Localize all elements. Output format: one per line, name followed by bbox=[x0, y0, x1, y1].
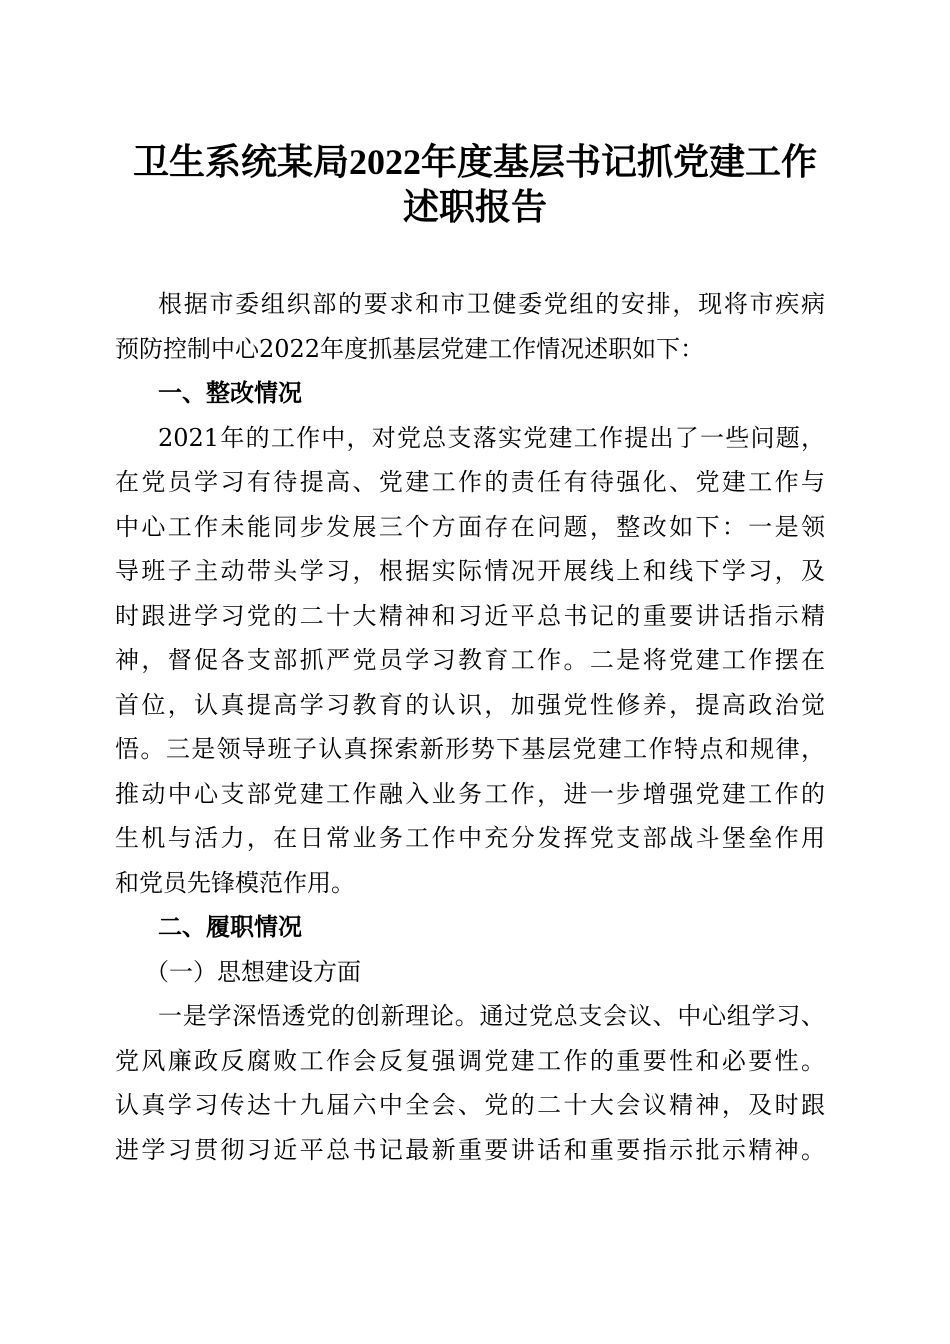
paragraph-line: 中心工作未能同步发展三个方面存在问题，整改如下：一是领 bbox=[115, 512, 825, 541]
paragraph-line: 进学习贯彻习近平总书记最新重要讲话和重要指示批示精神。 bbox=[115, 1135, 825, 1164]
document-body bbox=[115, 282, 825, 1172]
paragraph-line: 在党员学习有待提高、党建工作的责任有待强化、党建工作与 bbox=[115, 468, 825, 496]
intro-paragraph bbox=[115, 282, 825, 371]
paragraph-line: 神，督促各支部抓严党员学习教育工作。二是将党建工作摆在 bbox=[115, 646, 825, 674]
paragraph-line: 2021年的工作中，对党总支落实党建工作提出了一些问题， bbox=[158, 423, 825, 452]
paragraph-line: 党风廉政反腐败工作会反复强调党建工作的重要性和必要性。 bbox=[115, 1046, 825, 1075]
paragraph-line: 首位，认真提高学习教育的认识，加强党性修养，提高政治觉 bbox=[115, 690, 825, 719]
paragraph-line: 认真学习传达十九届六中全会、党的二十大会议精神，及时跟 bbox=[115, 1091, 825, 1119]
paragraph-line: 一是学深悟透党的创新理论。通过党总支会议、中心组学习、 bbox=[158, 1002, 825, 1030]
document-title-line-2: 述职报告 bbox=[402, 187, 547, 227]
paragraph-line: 导班子主动带头学习，根据实际情况开展线上和线下学习，及 bbox=[115, 557, 825, 585]
section-heading: 一、整改情况 bbox=[158, 379, 302, 407]
subsection-heading: （一）思想建设方面 bbox=[145, 957, 361, 986]
section-heading: 二、履职情况 bbox=[158, 913, 302, 941]
paragraph-line: 生机与活力，在日常业务工作中充分发挥党支部战斗堡垒作用 bbox=[115, 824, 825, 852]
paragraph-line: 和党员先锋模范作用。 bbox=[115, 868, 355, 897]
paragraph-line: 根据市委组织部的要求和市卫健委党组的安排，现将市疾病 bbox=[158, 290, 825, 318]
section2-paragraph bbox=[115, 994, 825, 1172]
section1-paragraph bbox=[115, 416, 825, 906]
paragraph-line: 时跟进学习党的二十大精神和习近平总书记的重要讲话指示精 bbox=[115, 601, 825, 630]
paragraph-line: 预防控制中心2022年度抓基层党建工作情况述职如下： bbox=[115, 334, 705, 363]
document-title-line-1: 卫生系统某局2022年度基层书记抓党建工作 bbox=[132, 142, 817, 182]
paragraph-line: 悟。三是领导班子认真探索新形势下基层党建工作特点和规律， bbox=[115, 735, 825, 763]
paragraph-line: 推动中心支部党建工作融入业务工作，进一步增强党建工作的 bbox=[115, 779, 825, 808]
